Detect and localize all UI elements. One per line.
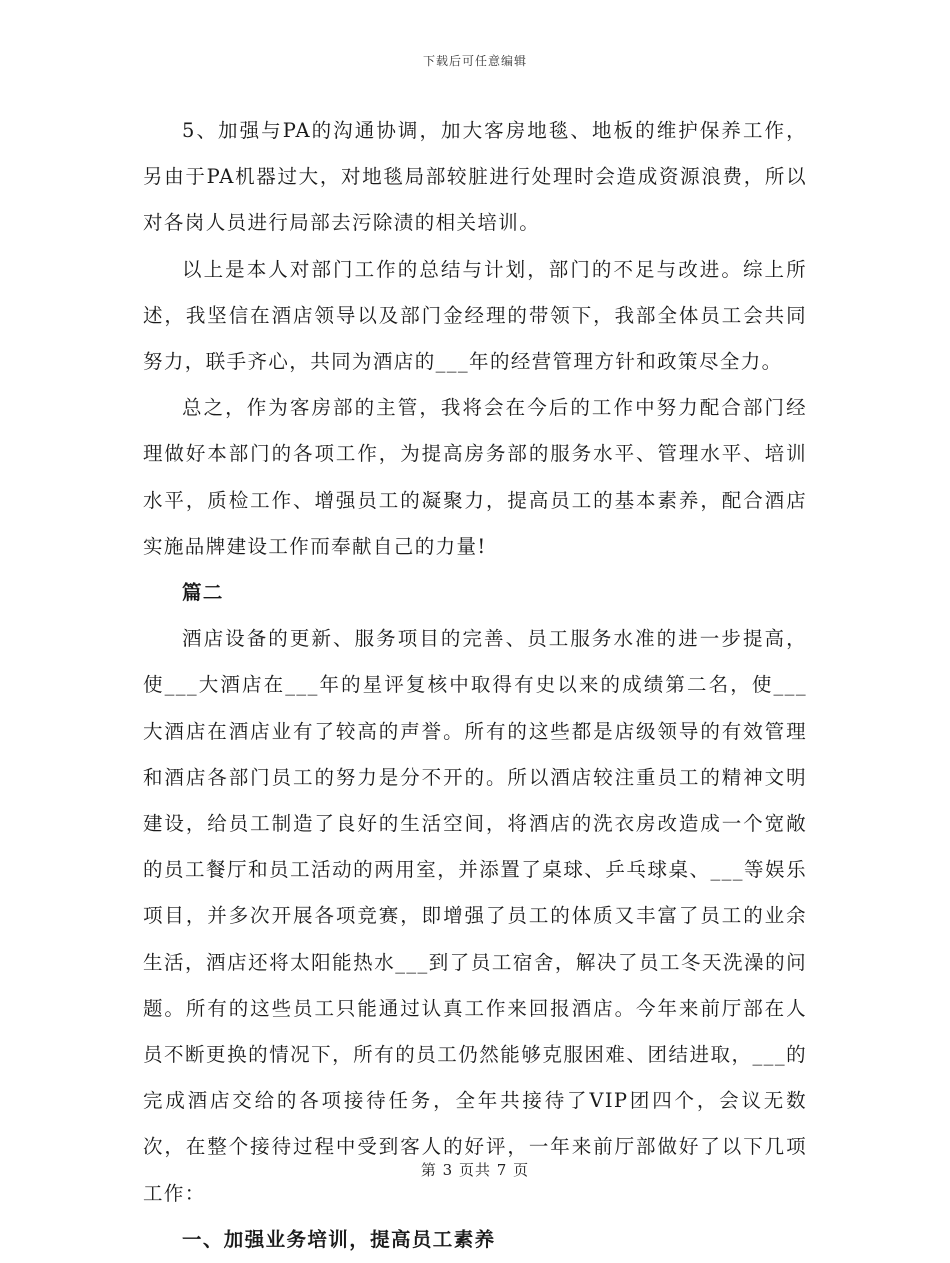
subheading-training: 一、加强业务培训，提高员工素养 [182,1227,496,1251]
paragraph-pa-coordination: 5、加强与PA的沟通协调，加大客房地毯、地板的维护保养工作，另由于PA机器过大，对地毯局部较脏进行处理时会造成资源浪费，所以对各岗人员进行局部去污除渍的相关培训。 [143,119,807,235]
document-body [143,108,807,1263]
page-header: 下载后可任意编辑 [422,54,527,68]
paragraph-conclusion: 总之，作为客房部的主管，我将会在今后的工作中努力配合部门经理做好本部门的各项工作，为提高房务部的服务水平、管理水平、培训水平，质检工作、增强员工的凝聚力，提高员工的基本素养，配合酒店实施品牌建设工作而奉献自己的力量! [143,396,807,558]
section-title: 篇二 [182,581,224,605]
paragraph-summary: 以上是本人对部门工作的总结与计划，部门的不足与改进。综上所述，我坚信在酒店领导以及部门金经理的带领下，我部全体员工会共同努力，联手齐心，共同为酒店的___年的经营管理方针和政策尽全力。 [143,257,807,374]
page-footer: 第 3 页共 7 页 [420,1161,530,1179]
paragraph-front-office: 酒店设备的更新、服务项目的完善、员工服务水准的进一步提高，使___大酒店在___年的星评复核中取得有史以来的成绩第二名，使___大酒店在酒店业有了较高的声誉。所有的这些都是店级领导的有效管理和酒店各部门员工的努力是分不开的。所以酒店较注重员工的精神文明建设，给员工制造了良好的生活空间，将酒店的洗衣房改造成一个宽敞的员工餐厅和员工活动的两用室，并添置了桌球、乒乓球桌、___等娱乐项目，并多次开展各项竞赛，即增强了员工的体质又丰富了员工的业余生活，酒店还将太阳能热水___到了员工宿舍，解决了员工冬天洗澡的问题。所有的这些员工只能通过认真工作来回报酒店。今年来前厅部在人员不断更换的情况下，所有的员工仍然能够克服困难、团结进取，___的完成酒店交给的各项接待任务，全年共接待了VIP团四个，会议无数次，在整个接待过程中受到客人的好评，一年来前厅部做好了以下几项工作： [143,627,807,1205]
